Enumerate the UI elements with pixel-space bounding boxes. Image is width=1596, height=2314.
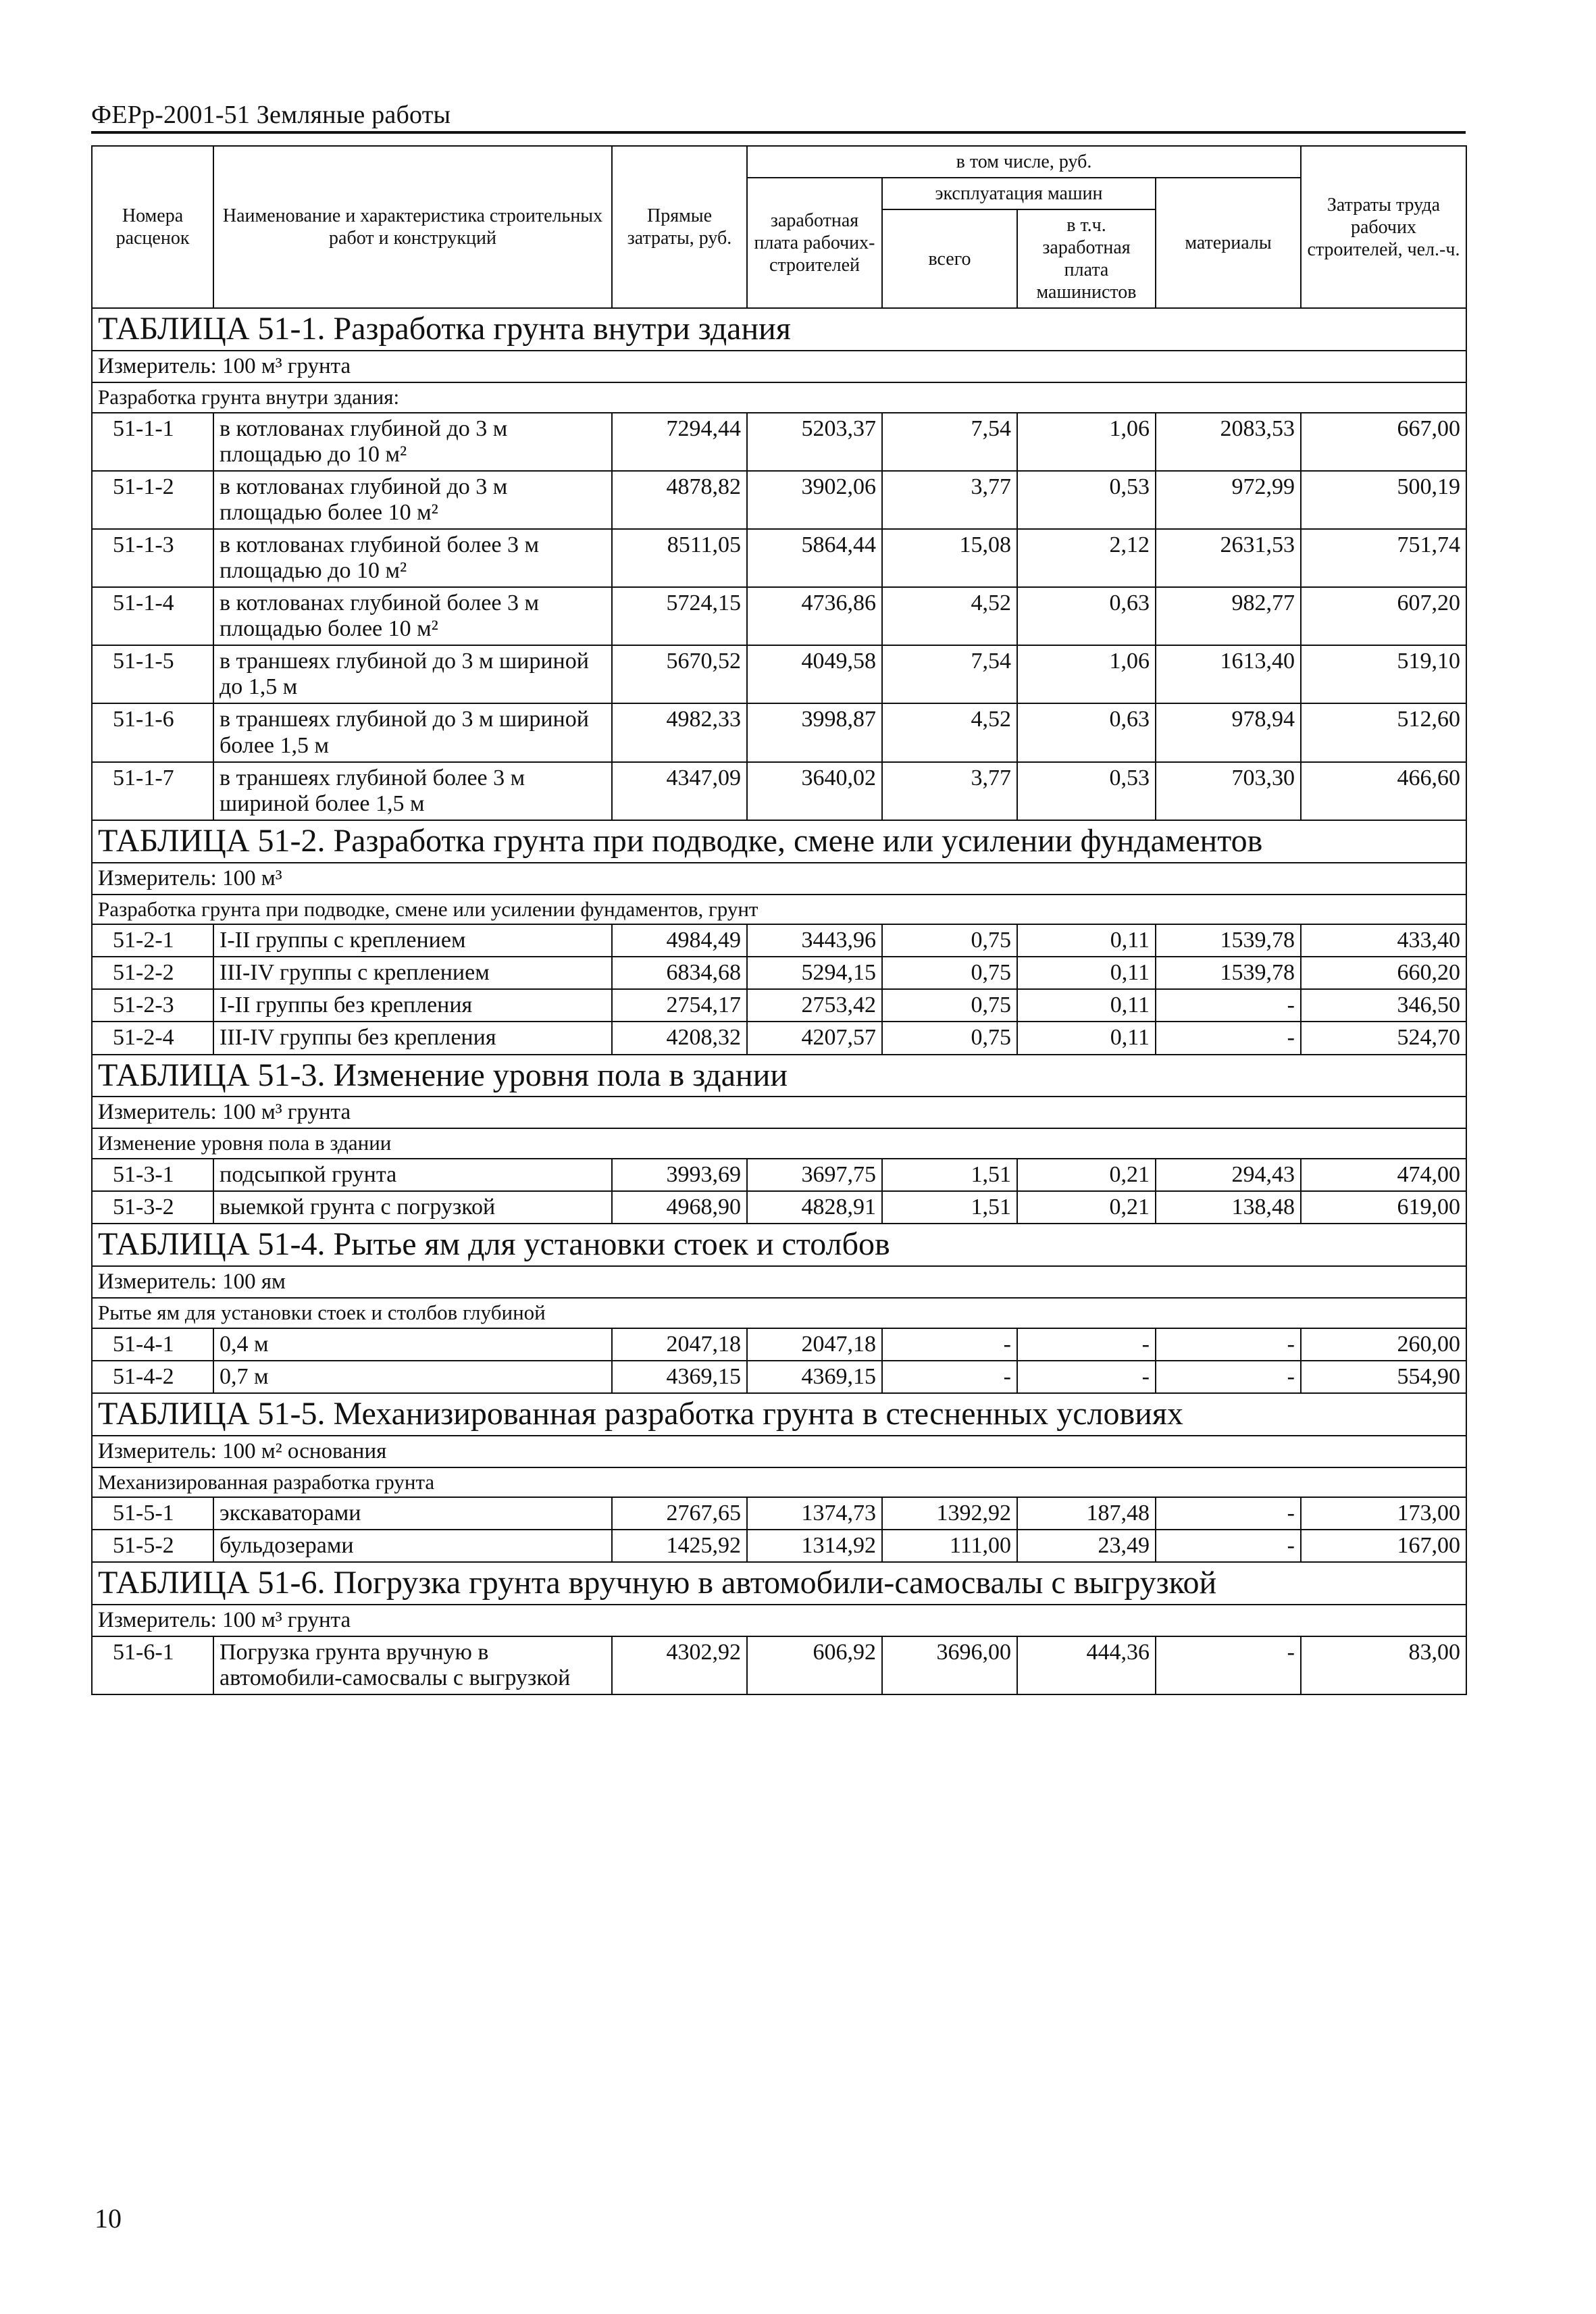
machines-wage-cost: 0,11 xyxy=(1017,924,1156,957)
table-row xyxy=(92,762,1466,820)
wage-cost: 5294,15 xyxy=(747,957,882,989)
machines-wage-cost: 444,36 xyxy=(1017,1636,1156,1694)
rate-code: 51-1-5 xyxy=(92,645,213,703)
work-name: III-IV группы без крепления xyxy=(213,1022,612,1054)
work-name: в котлованах глубиной до 3 м площадью до 10 м² xyxy=(213,413,612,471)
rate-code: 51-1-4 xyxy=(92,587,213,645)
table-row xyxy=(92,645,1466,703)
labour-cost: 660,20 xyxy=(1301,957,1466,989)
work-name: в траншеях глубиной до 3 м шириной до 1,5 м xyxy=(213,645,612,703)
col-head-machines-wage: в т.ч. заработная плата машинистов xyxy=(1017,209,1156,308)
rate-code: 51-6-1 xyxy=(92,1636,213,1694)
direct-cost: 4982,33 xyxy=(612,703,747,761)
measure-row xyxy=(92,1097,1466,1128)
wage-cost: 3697,75 xyxy=(747,1159,882,1191)
col-head-materials: материалы xyxy=(1156,178,1301,308)
measure-value: 100 м³ грунта xyxy=(222,1100,351,1125)
rate-code: 51-1-3 xyxy=(92,529,213,587)
measure-cell xyxy=(92,351,1466,382)
materials-cost: - xyxy=(1156,1497,1301,1530)
materials-cost: - xyxy=(1156,989,1301,1022)
machines-wage-cost: 1,06 xyxy=(1017,413,1156,471)
machines-cost: 1,51 xyxy=(882,1159,1017,1191)
page-number: 10 xyxy=(95,2203,122,2234)
table-row xyxy=(92,924,1466,957)
table-title: ТАБЛИЦА 51-5. Механизированная разработка грунта в стесненных условиях xyxy=(92,1393,1466,1436)
measure-cell xyxy=(92,863,1466,895)
direct-cost: 4208,32 xyxy=(612,1022,747,1054)
machines-cost: 1,51 xyxy=(882,1191,1017,1224)
table-row xyxy=(92,587,1466,645)
rate-code: 51-5-1 xyxy=(92,1497,213,1530)
table-title-row xyxy=(92,1393,1466,1436)
materials-cost: - xyxy=(1156,1328,1301,1361)
rate-code: 51-2-4 xyxy=(92,1022,213,1054)
work-name: в котлованах глубиной более 3 м площадью до 10 м² xyxy=(213,529,612,587)
table-row xyxy=(92,1022,1466,1054)
wage-cost: 2753,42 xyxy=(747,989,882,1022)
wage-cost: 4049,58 xyxy=(747,645,882,703)
table-row xyxy=(92,471,1466,529)
col-head-code: Номера расценок xyxy=(92,146,213,308)
machines-cost: 7,54 xyxy=(882,413,1017,471)
table-title-row xyxy=(92,1055,1466,1097)
work-name: I-II группы с креплением xyxy=(213,924,612,957)
group-label: Механизированная разработка грунта xyxy=(92,1467,1466,1498)
measure-row xyxy=(92,863,1466,895)
group-row xyxy=(92,895,1466,925)
table-title: ТАБЛИЦА 51-6. Погрузка грунта вручную в автомобили-самосвалы с выгрузкой xyxy=(92,1562,1466,1605)
wage-cost: 5203,37 xyxy=(747,413,882,471)
table-title-row xyxy=(92,1224,1466,1266)
direct-cost: 2754,17 xyxy=(612,989,747,1022)
measure-row xyxy=(92,351,1466,382)
materials-cost: 2083,53 xyxy=(1156,413,1301,471)
machines-wage-cost: 0,53 xyxy=(1017,471,1156,529)
direct-cost: 4347,09 xyxy=(612,762,747,820)
measure-row xyxy=(92,1436,1466,1467)
wage-cost: 4207,57 xyxy=(747,1022,882,1054)
machines-wage-cost: 0,11 xyxy=(1017,989,1156,1022)
labour-cost: 554,90 xyxy=(1301,1361,1466,1393)
work-name: в котлованах глубиной более 3 м площадью более 10 м² xyxy=(213,587,612,645)
col-head-machines-total: всего xyxy=(882,209,1017,308)
measure-value: 100 м³ xyxy=(222,865,282,890)
direct-cost: 4968,90 xyxy=(612,1191,747,1224)
wage-cost: 3640,02 xyxy=(747,762,882,820)
materials-cost: 2631,53 xyxy=(1156,529,1301,587)
measure-value: 100 м³ грунта xyxy=(222,1608,351,1633)
direct-cost: 2767,65 xyxy=(612,1497,747,1530)
table-row xyxy=(92,1636,1466,1694)
materials-cost: 138,48 xyxy=(1156,1191,1301,1224)
machines-cost: 4,52 xyxy=(882,587,1017,645)
group-label: Изменение уровня пола в здании xyxy=(92,1128,1466,1159)
machines-wage-cost: 1,06 xyxy=(1017,645,1156,703)
direct-cost: 4369,15 xyxy=(612,1361,747,1393)
wage-cost: 3902,06 xyxy=(747,471,882,529)
table-title: ТАБЛИЦА 51-2. Разработка грунта при подводке, смене или усилении фундаментов xyxy=(92,820,1466,863)
materials-cost: 1539,78 xyxy=(1156,924,1301,957)
measure-value: 100 ям xyxy=(222,1269,286,1294)
direct-cost: 6834,68 xyxy=(612,957,747,989)
wage-cost: 1314,92 xyxy=(747,1530,882,1562)
direct-cost: 8511,05 xyxy=(612,529,747,587)
materials-cost: 978,94 xyxy=(1156,703,1301,761)
measure-cell xyxy=(92,1097,1466,1128)
machines-wage-cost: 0,21 xyxy=(1017,1191,1156,1224)
direct-cost: 4984,49 xyxy=(612,924,747,957)
materials-cost: - xyxy=(1156,1022,1301,1054)
col-head-direct: Прямые затраты, руб. xyxy=(612,146,747,308)
table-row xyxy=(92,413,1466,471)
work-name: Погрузка грунта вручную в автомобили-самосвалы с выгрузкой xyxy=(213,1636,612,1694)
rate-code: 51-1-6 xyxy=(92,703,213,761)
table-title: ТАБЛИЦА 51-1. Разработка грунта внутри здания xyxy=(92,308,1466,351)
work-name: I-II группы без крепления xyxy=(213,989,612,1022)
work-name: 0,4 м xyxy=(213,1328,612,1361)
work-name: выемкой грунта с погрузкой xyxy=(213,1191,612,1224)
table-row xyxy=(92,1530,1466,1562)
table-title: ТАБЛИЦА 51-4. Рытье ям для установки стоек и столбов xyxy=(92,1224,1466,1266)
machines-wage-cost: 2,12 xyxy=(1017,529,1156,587)
col-head-labour: Затраты труда рабочих строителей, чел.-ч. xyxy=(1301,146,1466,308)
col-head-wage: заработная плата рабочих-строителей xyxy=(747,178,882,308)
wage-cost: 2047,18 xyxy=(747,1328,882,1361)
rate-code: 51-1-1 xyxy=(92,413,213,471)
wage-cost: 1374,73 xyxy=(747,1497,882,1530)
measure-value: 100 м³ грунта xyxy=(222,353,351,378)
work-name: экскаваторами xyxy=(213,1497,612,1530)
materials-cost: - xyxy=(1156,1530,1301,1562)
col-head-incl: в том числе, руб. xyxy=(747,146,1301,178)
labour-cost: 167,00 xyxy=(1301,1530,1466,1562)
labour-cost: 83,00 xyxy=(1301,1636,1466,1694)
labour-cost: 751,74 xyxy=(1301,529,1466,587)
wage-cost: 3443,96 xyxy=(747,924,882,957)
measure-row xyxy=(92,1266,1466,1298)
rate-code: 51-5-2 xyxy=(92,1530,213,1562)
machines-cost: - xyxy=(882,1328,1017,1361)
direct-cost: 4878,82 xyxy=(612,471,747,529)
wage-cost: 4736,86 xyxy=(747,587,882,645)
machines-wage-cost: 23,49 xyxy=(1017,1530,1156,1562)
machines-cost: 3,77 xyxy=(882,762,1017,820)
labour-cost: 433,40 xyxy=(1301,924,1466,957)
machines-cost: 0,75 xyxy=(882,989,1017,1022)
machines-cost: 3,77 xyxy=(882,471,1017,529)
labour-cost: 173,00 xyxy=(1301,1497,1466,1530)
work-name: в котлованах глубиной до 3 м площадью более 10 м² xyxy=(213,471,612,529)
labour-cost: 619,00 xyxy=(1301,1191,1466,1224)
header-rule xyxy=(91,131,1466,134)
machines-wage-cost: 187,48 xyxy=(1017,1497,1156,1530)
group-label: Рытье ям для установки стоек и столбов глубиной xyxy=(92,1298,1466,1328)
direct-cost: 2047,18 xyxy=(612,1328,747,1361)
materials-cost: 294,43 xyxy=(1156,1159,1301,1191)
work-name: III-IV группы с креплением xyxy=(213,957,612,989)
rate-code: 51-3-2 xyxy=(92,1191,213,1224)
machines-cost: 0,75 xyxy=(882,1022,1017,1054)
materials-cost: 982,77 xyxy=(1156,587,1301,645)
machines-wage-cost: - xyxy=(1017,1361,1156,1393)
work-name: бульдозерами xyxy=(213,1530,612,1562)
measure-value: 100 м² основания xyxy=(222,1438,387,1463)
wage-cost: 5864,44 xyxy=(747,529,882,587)
machines-cost: 15,08 xyxy=(882,529,1017,587)
measure-cell xyxy=(92,1266,1466,1298)
table-head xyxy=(92,146,1466,308)
machines-cost: 0,75 xyxy=(882,924,1017,957)
measure-label: Измеритель: xyxy=(98,865,217,890)
table-row xyxy=(92,989,1466,1022)
measure-cell xyxy=(92,1605,1466,1636)
group-row xyxy=(92,1128,1466,1159)
machines-cost: - xyxy=(882,1361,1017,1393)
measure-label: Измеритель: xyxy=(98,353,217,378)
group-row xyxy=(92,382,1466,413)
materials-cost: - xyxy=(1156,1636,1301,1694)
rate-code: 51-3-1 xyxy=(92,1159,213,1191)
materials-cost: 1613,40 xyxy=(1156,645,1301,703)
group-label: Разработка грунта при подводке, смене или усилении фундаментов, грунт xyxy=(92,895,1466,925)
wage-cost: 606,92 xyxy=(747,1636,882,1694)
table-title-row xyxy=(92,308,1466,351)
machines-wage-cost: 0,63 xyxy=(1017,703,1156,761)
labour-cost: 519,10 xyxy=(1301,645,1466,703)
labour-cost: 466,60 xyxy=(1301,762,1466,820)
col-head-machines: эксплуатация машин xyxy=(882,178,1156,209)
rate-code: 51-2-2 xyxy=(92,957,213,989)
table-row xyxy=(92,703,1466,761)
machines-wage-cost: 0,21 xyxy=(1017,1159,1156,1191)
group-label: Разработка грунта внутри здания: xyxy=(92,382,1466,413)
labour-cost: 260,00 xyxy=(1301,1328,1466,1361)
work-name: в траншеях глубиной до 3 м шириной более 1,5 м xyxy=(213,703,612,761)
rate-code: 51-4-2 xyxy=(92,1361,213,1393)
work-name: 0,7 м xyxy=(213,1361,612,1393)
machines-wage-cost: 0,53 xyxy=(1017,762,1156,820)
direct-cost: 5724,15 xyxy=(612,587,747,645)
direct-cost: 1425,92 xyxy=(612,1530,747,1562)
materials-cost: 703,30 xyxy=(1156,762,1301,820)
measure-label: Измеритель: xyxy=(98,1608,217,1633)
materials-cost: - xyxy=(1156,1361,1301,1393)
table-row xyxy=(92,529,1466,587)
measure-cell xyxy=(92,1436,1466,1467)
measure-row xyxy=(92,1605,1466,1636)
wage-cost: 4369,15 xyxy=(747,1361,882,1393)
work-name: подсыпкой грунта xyxy=(213,1159,612,1191)
measure-label: Измеритель: xyxy=(98,1269,217,1294)
direct-cost: 4302,92 xyxy=(612,1636,747,1694)
table-row xyxy=(92,1497,1466,1530)
measure-label: Измеритель: xyxy=(98,1100,217,1125)
work-name: в траншеях глубиной более 3 м шириной более 1,5 м xyxy=(213,762,612,820)
wage-cost: 3998,87 xyxy=(747,703,882,761)
rate-code: 51-1-2 xyxy=(92,471,213,529)
rate-code: 51-1-7 xyxy=(92,762,213,820)
table-body xyxy=(92,308,1466,1694)
labour-cost: 667,00 xyxy=(1301,413,1466,471)
machines-cost: 4,52 xyxy=(882,703,1017,761)
machines-cost: 0,75 xyxy=(882,957,1017,989)
rate-code: 51-4-1 xyxy=(92,1328,213,1361)
rate-code: 51-2-3 xyxy=(92,989,213,1022)
labour-cost: 512,60 xyxy=(1301,703,1466,761)
materials-cost: 972,99 xyxy=(1156,471,1301,529)
group-row xyxy=(92,1467,1466,1498)
measure-label: Измеритель: xyxy=(98,1438,217,1463)
machines-cost: 1392,92 xyxy=(882,1497,1017,1530)
machines-wage-cost: 0,11 xyxy=(1017,957,1156,989)
direct-cost: 5670,52 xyxy=(612,645,747,703)
price-table xyxy=(91,145,1467,1695)
machines-wage-cost: - xyxy=(1017,1328,1156,1361)
machines-wage-cost: 0,63 xyxy=(1017,587,1156,645)
table-title-row xyxy=(92,820,1466,863)
labour-cost: 500,19 xyxy=(1301,471,1466,529)
machines-wage-cost: 0,11 xyxy=(1017,1022,1156,1054)
labour-cost: 524,70 xyxy=(1301,1022,1466,1054)
materials-cost: 1539,78 xyxy=(1156,957,1301,989)
table-row xyxy=(92,1361,1466,1393)
wage-cost: 4828,91 xyxy=(747,1191,882,1224)
labour-cost: 474,00 xyxy=(1301,1159,1466,1191)
rate-code: 51-2-1 xyxy=(92,924,213,957)
table-row xyxy=(92,1191,1466,1224)
col-head-name: Наименование и характеристика строительных работ и конструкций xyxy=(213,146,612,308)
labour-cost: 607,20 xyxy=(1301,587,1466,645)
machines-cost: 3696,00 xyxy=(882,1636,1017,1694)
direct-cost: 7294,44 xyxy=(612,413,747,471)
table-title-row xyxy=(92,1562,1466,1605)
table-row xyxy=(92,957,1466,989)
table-row xyxy=(92,1328,1466,1361)
machines-cost: 7,54 xyxy=(882,645,1017,703)
machines-cost: 111,00 xyxy=(882,1530,1017,1562)
table-title: ТАБЛИЦА 51-3. Изменение уровня пола в здании xyxy=(92,1055,1466,1097)
group-row xyxy=(92,1298,1466,1328)
direct-cost: 3993,69 xyxy=(612,1159,747,1191)
table-row xyxy=(92,1159,1466,1191)
running-header: ФЕРр-2001-51 Земляные работы xyxy=(91,101,451,129)
labour-cost: 346,50 xyxy=(1301,989,1466,1022)
